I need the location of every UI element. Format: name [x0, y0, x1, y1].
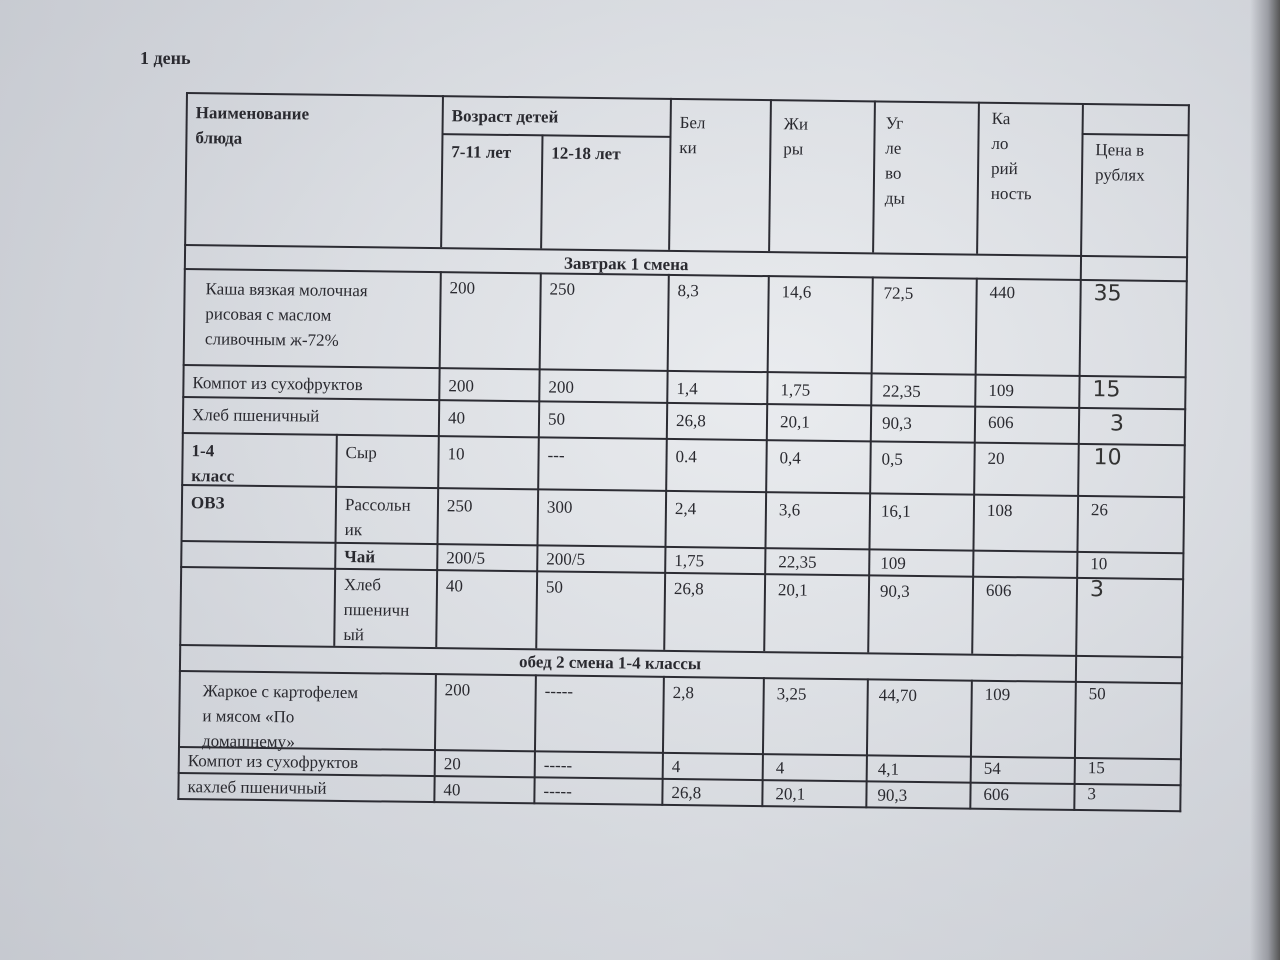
- bread-lunch-age-7-11: 40: [443, 780, 461, 800]
- rassolnik-calories: 108: [986, 500, 1013, 521]
- porridge-proteins: 8,3: [677, 281, 699, 301]
- tea-age-7-11: 200/5: [446, 548, 486, 568]
- porridge-fats: 14,6: [781, 282, 812, 302]
- compote-proteins: 1,4: [676, 379, 698, 399]
- grid-line: [969, 680, 973, 810]
- bread-ovz-age-7-11: 40: [445, 576, 464, 596]
- bread-carbs: 90,3: [881, 413, 912, 433]
- porridge-carbs: 72,5: [883, 283, 914, 303]
- bread-proteins: 26,8: [675, 411, 706, 431]
- day-title: 1 день: [140, 48, 191, 68]
- group-grades-1-4: 1-4 класс: [191, 441, 235, 486]
- grid-line: [535, 272, 542, 648]
- cheese-price: 10: [1093, 445, 1122, 471]
- bread-ovz-age-12-18: 50: [545, 577, 564, 597]
- tea-carbs: 109: [880, 553, 906, 573]
- dish-rassolnik: Рассольн ик: [344, 494, 411, 540]
- compote-lunch-price: 15: [1087, 758, 1105, 778]
- dish-bread-lunch: кахлеб пшеничный: [187, 777, 327, 798]
- bread-ovz-proteins: 26,8: [673, 578, 704, 599]
- rassolnik-price: 26: [1090, 500, 1109, 520]
- bread-age-12-18: 50: [547, 409, 566, 429]
- bread-price: 3: [1109, 411, 1125, 437]
- dish-stew: Жаркое с картофелем и мясом «По домашнему»: [201, 681, 359, 752]
- bread-lunch-calories: 606: [983, 784, 1010, 805]
- compote-lunch-age-7-11: 20: [443, 754, 461, 774]
- bread-ovz-calories: 606: [985, 580, 1012, 601]
- grid-line: [433, 673, 437, 803]
- dish-bread: Хлеб пшеничный: [191, 405, 320, 426]
- cheese-carbs: 0,5: [881, 449, 903, 469]
- rassolnik-proteins: 2,4: [674, 499, 697, 519]
- header-age-12-18: 12-18 лет: [551, 143, 621, 164]
- bread-lunch-carbs: 90,3: [877, 785, 908, 805]
- grid-line: [661, 676, 665, 806]
- compote-price: 15: [1092, 377, 1121, 403]
- section-breakfast: Завтрак 1 смена: [563, 253, 689, 275]
- compote-age-7-11: 200: [448, 376, 475, 396]
- rassolnik-age-7-11: 250: [446, 496, 473, 516]
- compote-calories: 109: [988, 380, 1015, 401]
- header-carbs: Уг ле во ды: [884, 113, 905, 208]
- paper-edge-shadow: [1250, 0, 1280, 960]
- grid-line: [971, 278, 978, 654]
- bread-lunch-fats: 20,1: [775, 784, 806, 804]
- stew-price: 50: [1088, 684, 1106, 704]
- bread-lunch-age-12-18: -----: [543, 781, 572, 801]
- cheese-proteins: 0.4: [675, 447, 697, 467]
- porridge-age-7-11: 200: [449, 278, 476, 298]
- grid-line: [1082, 133, 1190, 136]
- grid-line: [1073, 103, 1084, 811]
- compote-fats: 1,75: [780, 380, 811, 400]
- dish-compote: Компот из сухофруктов: [192, 373, 363, 395]
- header-age: Возраст детей: [451, 106, 559, 127]
- tea-fats: 22,35: [778, 552, 817, 572]
- grid-line: [976, 102, 980, 254]
- stew-fats: 3,25: [776, 684, 807, 704]
- bread-ovz-price: 3: [1089, 577, 1105, 603]
- stew-age-7-11: 200: [444, 680, 471, 700]
- grid-line: [865, 678, 869, 808]
- compote-lunch-calories: 54: [983, 758, 1001, 779]
- grid-line: [663, 274, 670, 650]
- cheese-age-7-11: 10: [447, 444, 465, 464]
- header-age-7-11: 7-11 лет: [451, 142, 512, 162]
- menu-table: [177, 92, 1190, 812]
- stew-carbs: 44,70: [878, 685, 918, 705]
- bread-age-7-11: 40: [447, 408, 466, 428]
- grid-line: [867, 276, 874, 652]
- porridge-price: 35: [1093, 281, 1122, 307]
- header-calories: Ка ло рий ность: [990, 108, 1032, 204]
- porridge-age-12-18: 250: [549, 279, 576, 299]
- section-lunch: обед 2 смена 1-4 классы: [518, 652, 702, 674]
- grid-line: [533, 674, 537, 804]
- compote-lunch-carbs: 4,1: [877, 759, 900, 779]
- tea-proteins: 1,75: [674, 551, 705, 571]
- grid-line: [333, 434, 338, 646]
- cheese-fats: 0,4: [779, 448, 801, 468]
- cheese-calories: 20: [987, 448, 1005, 469]
- rassolnik-carbs: 16,1: [880, 501, 911, 521]
- dish-porridge: Каша вязкая молочная рисовая с маслом сливочным ж-72%: [204, 279, 368, 350]
- compote-age-12-18: 200: [548, 377, 575, 397]
- compote-lunch-proteins: 4: [671, 756, 681, 777]
- rassolnik-fats: 3,6: [778, 500, 801, 520]
- grid-line: [763, 275, 770, 651]
- header-dish-name: Наименование блюда: [195, 103, 310, 148]
- grid-line: [668, 98, 672, 250]
- stew-proteins: 2,8: [672, 682, 695, 703]
- dish-bread-ovz: Хлеб пшеничн ый: [343, 574, 410, 645]
- compote-lunch-age-12-18: -----: [543, 755, 573, 775]
- compote-lunch-fats: 4: [775, 758, 785, 778]
- bread-ovz-carbs: 90,3: [879, 581, 910, 601]
- cheese-age-12-18: ---: [547, 445, 565, 465]
- rassolnik-age-12-18: 300: [546, 497, 573, 517]
- bread-ovz-fats: 20,1: [777, 580, 808, 600]
- header-price: Цена в рублях: [1094, 140, 1145, 185]
- porridge-calories: 440: [989, 282, 1016, 303]
- compote-carbs: 22,35: [882, 381, 921, 401]
- tea-price: 10: [1090, 554, 1108, 574]
- grid-line: [761, 677, 765, 807]
- stew-calories: 109: [984, 684, 1011, 705]
- dish-tea: Чай: [344, 546, 376, 567]
- grid-line: [440, 95, 444, 247]
- grid-line: [435, 271, 442, 647]
- dish-compote-lunch: Компот из сухофруктов: [187, 751, 359, 773]
- dish-cheese: Сыр: [345, 442, 377, 463]
- grid-line: [768, 99, 772, 251]
- header-fats: Жи ры: [783, 114, 809, 159]
- header-proteins: Бел ки: [679, 113, 706, 158]
- tea-age-12-18: 200/5: [546, 549, 586, 569]
- bread-calories: 606: [987, 412, 1014, 433]
- bread-lunch-proteins: 26,8: [671, 782, 702, 803]
- grid-line: [540, 134, 543, 248]
- group-ovz: ОВЗ: [190, 493, 225, 513]
- stew-age-12-18: -----: [544, 681, 574, 701]
- bread-fats: 20,1: [779, 412, 810, 432]
- grid-line: [441, 133, 671, 138]
- grid-line: [872, 100, 876, 252]
- bread-lunch-price: 3: [1087, 784, 1097, 804]
